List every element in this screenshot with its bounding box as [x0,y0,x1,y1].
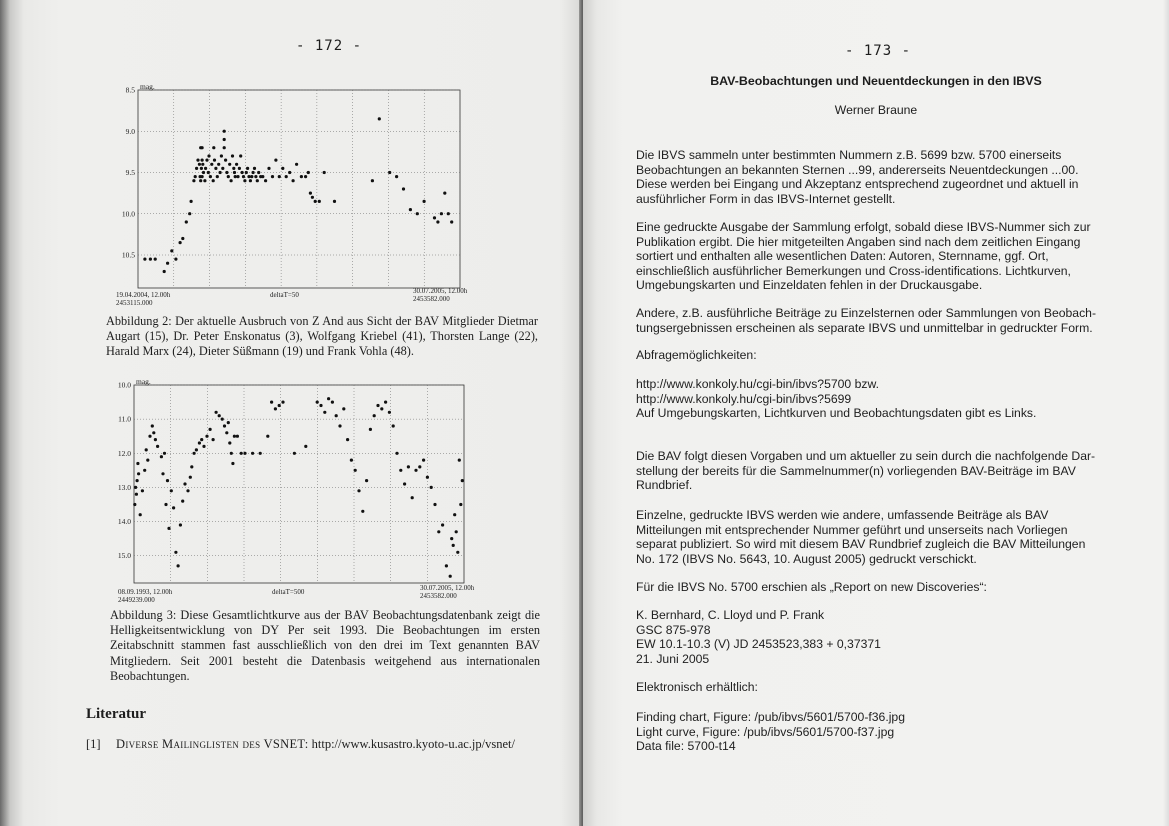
fig2-ytick-label: 10.0 [121,209,135,219]
fig2-frame [138,90,460,288]
fig2-data-point [196,159,199,162]
fig3-data-point [270,401,273,404]
fig2-data-point [253,167,256,170]
fig3-data-point [183,482,186,485]
fig3-data-point [164,503,167,506]
fig2-data-point [323,171,326,174]
fig3-ytick-label: 10.0 [117,380,131,390]
fig2-data-point [388,171,391,174]
fig3-data-point [441,523,444,526]
fig3-data-point [266,435,269,438]
fig3-data-point [136,479,139,482]
fig2-data-point [311,196,314,199]
fig3-data-point [240,452,243,455]
fig2-data-point [223,138,226,141]
fig2-data-point [333,200,336,203]
fig3-data-point [418,465,421,468]
fig3-data-point [223,424,226,427]
fig3-data-point [399,469,402,472]
fig3-data-point [195,448,198,451]
fig2-data-point [402,187,405,190]
fig2-data-point [416,212,419,215]
figure-3-plot [110,373,470,593]
literature-authors: Diverse Mailinglisten des VSNET: [116,737,309,751]
fig2-data-point [252,171,255,174]
fig3-data-point [450,537,453,540]
fig3-data-point [156,445,159,448]
paragraph-4: Die BAV folgt diesen Vorgaben und um aktueller zu sein durch die nachfolgende Dar- stellung der bereits für die Sammelnummer(n) vorliegenden BAV-Beiträge im BAV Rundbrief. [636,449,1096,492]
fig2-data-point [225,171,228,174]
figure-3-chart [110,373,470,593]
fig2-data-point [440,212,443,215]
fig3-data-point [170,489,173,492]
fig3-data-point [373,414,376,417]
fig2-data-point [292,179,295,182]
fig3-data-point [430,486,433,489]
fig3-data-point [458,459,461,462]
fig3-data-point [445,564,448,567]
fig3-data-point [422,459,425,462]
fig2-data-point [203,179,206,182]
fig3-data-point [376,404,379,407]
fig3-data-point [136,462,139,465]
fig2-data-point [236,175,239,178]
fig2-data-point [228,163,231,166]
page-number-left: - 172 - [296,38,363,54]
fig2-data-point [295,163,298,166]
fig3-data-point [181,500,184,503]
fig3-data-point [456,551,459,554]
fig3-data-point [338,424,341,427]
fig2-data-point [309,192,312,195]
fig3-data-point [193,452,196,455]
ibvs-link-5700[interactable]: http://www.konkoly.hu/cgi-bin/ibvs?5700 bzw. [636,377,879,391]
fig2-data-point [307,171,310,174]
fig2-data-point [241,171,244,174]
fig2-data-point [443,192,446,195]
page-number-right: - 173 - [845,43,912,59]
fig2-data-point [395,175,398,178]
fig3-data-point [411,496,414,499]
fig3-x-end-label: 30.07.2005, 12.00h 2453582.000 [420,584,475,600]
literature-heading: Literatur [86,706,146,722]
fig3-data-point [380,407,383,410]
fig3-data-point [316,401,319,404]
fig2-data-point [378,117,381,120]
fig2-data-point [188,212,191,215]
fig2-data-point [163,270,166,273]
fig2-data-point [224,159,227,162]
fig2-data-point [207,171,210,174]
fig2-data-point [261,175,264,178]
fig3-data-point [174,551,177,554]
fig2-ytick-label: 9.5 [125,168,135,177]
fig2-data-point [238,167,241,170]
fig3-data-point [327,397,330,400]
fig2-data-point [195,167,198,170]
fig3-data-point [259,452,262,455]
fig3-data-point [233,435,236,438]
fig2-data-point [371,179,374,182]
paragraph-report-intro: Für die IBVS No. 5700 erschien als „Report on new Discoveries“: [636,580,987,594]
literature-item [116,737,515,752]
fig2-data-point [249,179,252,182]
fig2-data-point [204,167,207,170]
fig2-data-point [201,163,204,166]
fig3-data-point [335,414,338,417]
fig2-ylabel: mag. [140,82,155,91]
paragraph-2: Eine gedruckte Ausgabe der Sammlung erfolgt, sobald diese IBVS-Nummer sich zur Publikation ergibt. Die hier mitgeteilten Angaben sind nach dem zeitlichen Eingang sortiert und enthalten alle wesentlichen Daten: Autoren, Sternname, ggf. Ort, einschließlich ausführlicher Bemerkungen und Cross-identifications. Lichtkurven, Umgebungskarten und Einzeldaten fehlen in der Druckausgabe. [636,220,1091,292]
fig3-data-point [139,513,142,516]
fig3-data-point [215,411,218,414]
fig3-data-point [455,530,458,533]
fig3-data-point [179,523,182,526]
fig3-ytick-label: 12.0 [117,448,131,458]
paragraph-queries-heading: Abfragemöglichkeiten: [636,348,757,362]
fig2-data-point [247,175,250,178]
fig2-data-point [212,146,215,149]
fig2-data-point [231,154,234,157]
fig3-data-point [274,407,277,410]
fig3-data-point [395,452,398,455]
ibvs-link-5699[interactable]: http://www.konkoly.hu/cgi-bin/ibvs?5699 [636,391,852,406]
fig3-data-point [388,411,391,414]
fig2-data-point [143,258,146,261]
fig2-data-point [278,175,281,178]
fig2-data-point [243,179,246,182]
fig3-data-point [189,476,192,479]
fig3-data-point [365,479,368,482]
fig3-data-point [236,435,239,438]
paragraph-electronic-heading: Elektronisch erhältlich: [636,680,758,694]
fig2-data-point [223,130,226,133]
fig3-ylabel: mag. [136,377,151,386]
fig2-data-point [230,179,233,182]
fig2-data-point [200,167,203,170]
fig2-data-point [149,258,152,261]
fig2-data-point [201,159,204,162]
fig3-data-point [392,424,395,427]
fig2-data-point [181,237,184,240]
fig3-data-point [205,435,208,438]
fig2-data-point [194,175,197,178]
fig3-data-point [407,465,410,468]
fig3-ytick-label: 15.0 [117,551,131,561]
fig3-data-point [350,459,353,462]
fig3-data-point [146,459,149,462]
fig3-data-point [453,513,456,516]
paragraph-3: Andere, z.B. ausführliche Beiträge zu Einzelsternen oder Sammlungen von Beobach- tungsergebnissen erscheinen als separate IBVS und unmittelbar in gedruckter Form. [636,306,1097,335]
article-author: Werner Braune [834,103,918,117]
fig2-data-point [304,175,307,178]
fig2-data-point [314,200,317,203]
fig3-data-point [227,421,230,424]
fig2-data-point [271,175,274,178]
fig3-data-point [319,404,322,407]
fig2-x-end-label: 30.07.2005, 12.00h 2453582.000 [413,287,468,303]
fig2-data-point [154,258,157,261]
fig3-data-point [141,489,144,492]
fig2-ytick-label: 8.5 [125,85,135,95]
paragraph-links: http://www.konkoly.hu/cgi-bin/ibvs?5700 bzw. http://www.konkoly.hu/cgi-bin/ibvs?5699 Auf Umgebungskarten, Lichtkurven und Beobachtungsdaten gibt es Links. [636,377,1108,421]
fig3-data-point [166,479,169,482]
paragraph-1: Die IBVS sammeln unter bestimmten Nummern z.B. 5699 bzw. 5700 einerseits Beobachtungen an bekannten Sternen ...99, andererseits Neuentdeckungen ...00. Diese werden bei Eingang und Akzeptanz entsprechend zugeordnet und aktuell in ausführlicher Form in das IBVS-Internet gestellt. [636,148,1079,206]
fig2-x-mid-label: deltaT=50 [270,291,299,299]
fig3-x-start-label: 08.09.1993, 12.00h 2449239.000 [118,588,173,604]
fig2-data-point [174,258,177,261]
figure-2-chart [110,78,470,303]
discovery-entry: K. Bernhard, C. Lloyd und P. Frank GSC 875-978 EW 10.1-10.3 (V) JD 2453523,383 + 0,37371 21. Juni 2005 [636,608,881,666]
fig3-data-point [384,401,387,404]
fig2-data-point [254,175,257,178]
fig2-data-point [227,175,230,178]
fig3-x-mid-label: deltaT=500 [272,588,305,596]
fig3-data-point [177,564,180,567]
literature-url[interactable]: http://www.kusastro.kyoto-u.ac.jp/vsnet/ [311,737,515,751]
fig3-data-point [218,414,221,417]
fig2-data-point [190,200,193,203]
fig2-data-point [256,179,259,182]
fig3-data-point [161,472,164,475]
fig2-data-point [192,179,195,182]
fig3-data-point [221,418,224,421]
fig3-data-point [230,452,233,455]
fig3-data-point [172,506,175,509]
fig2-data-point [234,175,237,178]
fig3-data-point [151,424,154,427]
fig2-data-point [201,175,204,178]
fig2-data-point [257,171,260,174]
fig3-data-point [369,428,372,431]
fig2-data-point [198,163,201,166]
fig3-data-point [357,489,360,492]
fig2-data-point [267,167,270,170]
fig2-data-point [423,200,426,203]
fig3-data-point [323,411,326,414]
fig3-data-point [134,486,137,489]
fig3-data-point [251,452,254,455]
fig3-data-point [200,438,203,441]
fig2-data-point [217,163,220,166]
left-page [0,0,582,826]
fig3-data-point [403,482,406,485]
fig2-data-point [245,171,248,174]
fig3-data-point [145,448,148,451]
fig3-data-point [281,401,284,404]
right-page [583,0,1169,826]
fig3-data-point [331,401,334,404]
fig2-data-point [170,249,173,252]
fig2-data-point [318,200,321,203]
fig2-data-point [212,179,215,182]
fig2-data-point [246,167,249,170]
fig2-data-point [219,171,222,174]
fig2-data-point [433,216,436,219]
fig2-data-point [285,175,288,178]
fig3-data-point [228,441,231,444]
figure-2-plot [110,78,470,303]
fig2-data-point [202,171,205,174]
fig3-data-point [152,431,155,434]
fig3-data-point [190,465,193,468]
fig2-data-point [447,212,450,215]
fig2-data-point [409,208,412,211]
fig2-data-point [207,154,210,157]
fig2-data-point [264,179,267,182]
fig2-data-point [201,146,204,149]
article-title: BAV-Beobachtungen und Neuentdeckungen in den IBVS [710,74,1042,88]
fig3-data-point [198,441,201,444]
fig2-data-point [205,159,208,162]
fig3-data-point [135,493,138,496]
fig2-data-point [213,159,216,162]
fig3-data-point [212,438,215,441]
fig2-x-start-label: 19.04.2004, 12.00h 2453115.000 [116,291,171,307]
fig3-ytick-label: 13.0 [117,482,131,492]
fig3-data-point [452,544,455,547]
fig2-data-point [199,179,202,182]
fig2-data-point [250,175,253,178]
fig3-data-point [459,503,462,506]
fig3-data-point [231,462,234,465]
fig2-data-point [436,220,439,223]
fig3-data-point [361,510,364,513]
fig2-data-point [235,163,238,166]
fig3-ytick-label: 11.0 [118,414,131,424]
fig3-data-point [148,435,151,438]
fig2-data-point [223,146,226,149]
figure-2-caption: Abbildung 2: Der aktuelle Ausbruch von Z And aus Sicht der BAV Mitglieder Dietmar Augart (15), Dr. Peter Enskonatus (3), Wolfgang Kriebel (41), Thorsten Lange (22), Harald Marx (24), Dieter Süßmann (19) und Frank Vohla (48). [106,314,538,359]
fig3-data-point [278,404,281,407]
fig2-ytick-label: 9.0 [125,126,135,136]
fig2-data-point [274,159,277,162]
fig3-data-point [133,503,136,506]
fig3-data-point [202,445,205,448]
fig2-data-point [220,154,223,157]
fig3-data-point [354,469,357,472]
fig3-data-point [437,530,440,533]
fig3-data-point [225,431,228,434]
fig2-data-point [233,171,236,174]
fig3-data-point [293,452,296,455]
fig2-data-point [166,262,169,265]
fig3-data-point [461,479,464,482]
fig3-data-point [137,472,140,475]
fig3-data-point [143,469,146,472]
fig2-data-point [216,175,219,178]
fig2-data-point [179,241,182,244]
fig3-data-point [243,452,246,455]
fig3-data-point [342,407,345,410]
fig2-data-point [281,167,284,170]
fig3-data-point [167,527,170,530]
paragraph-5: Einzelne, gedruckte IBVS werden wie andere, umfassende Beiträge als BAV Mitteilungen mit entsprechender Nummer geführt und unserseits nach Vorliegen separat publiziert. So wird mit diesem BAV Rundbrief zugleich die BAV Mitteilungen No. 172 (IBVS No. 5643, 10. August 2005) gedruckt verschickt. [636,508,1086,566]
fig2-data-point [300,175,303,178]
fig3-data-point [346,438,349,441]
fig3-data-point [186,489,189,492]
fig3-data-point [433,503,436,506]
fig2-data-point [214,167,217,170]
electronic-files: Finding chart, Figure: /pub/ibvs/5601/5700-f36.jpg Light curve, Figure: /pub/ibvs/5601/5700-f37.jpg Data file: 5700-t14 [636,710,905,753]
literature-item-number: [1] [86,737,101,751]
fig2-data-point [242,175,245,178]
fig2-data-point [221,167,224,170]
fig2-data-point [210,163,213,166]
fig3-data-point [449,575,452,578]
fig3-data-point [414,469,417,472]
fig3-data-point [209,428,212,431]
figure-3-caption: Abbildung 3: Diese Gesamtlichtkurve aus der BAV Beobachtungsdatenbank zeigt die Helligkeitsentwicklung von DY Per seit 1993. Die Beobachtungen im ersten Zeitabschnitt stammen fast ausschließlich von den drei im Text genannten BAV Mitgliedern. Seit 2001 besteht die Datenbasis weitgehend aus internationalen Beobachtungen. [110,608,540,683]
fig3-ytick-label: 14.0 [117,517,131,527]
fig2-data-point [239,154,242,157]
fig2-data-point [185,220,188,223]
fig3-data-point [154,438,157,441]
fig2-data-point [450,220,453,223]
fig2-data-point [209,175,212,178]
fig2-data-point [288,171,291,174]
fig2-data-point [232,167,235,170]
fig3-data-point [160,455,163,458]
fig3-data-point [163,452,166,455]
fig2-ytick-label: 10.5 [121,250,135,260]
fig3-data-point [426,476,429,479]
fig3-data-point [304,445,307,448]
